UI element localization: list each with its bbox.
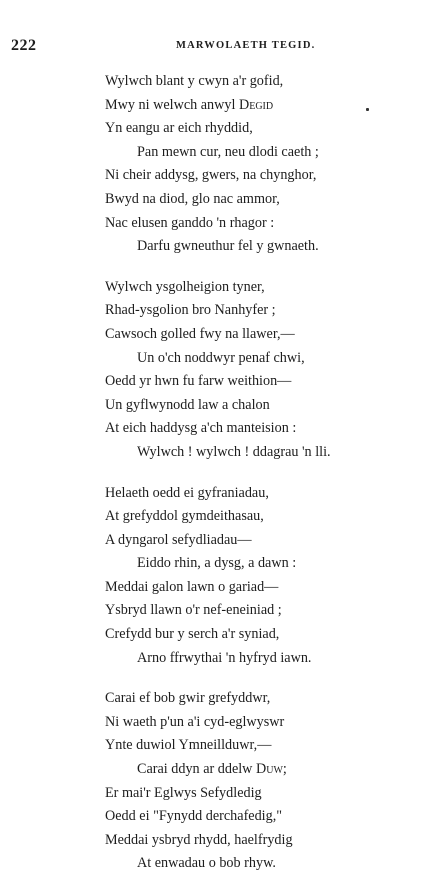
verse-text: Un o'ch noddwyr penaf chwi, (137, 349, 305, 366)
verse-text: Ysbryd llawn o'r nef-eneiniad ; (105, 602, 282, 619)
verse-line (0, 829, 426, 853)
verse-line (0, 599, 426, 623)
verse-line (0, 687, 426, 711)
verse-line (0, 94, 426, 118)
verse-text: Pan mewn cur, neu dlodi caeth ; (137, 143, 319, 160)
verse-text: Darfu gwneuthur fel y gwnaeth. (137, 238, 319, 255)
verse-line (0, 782, 426, 806)
stanza (0, 70, 426, 259)
verse-line (0, 576, 426, 600)
verse-text: Wylwch ! wylwch ! ddagrau 'n lli. (137, 443, 331, 460)
page-number: 222 (11, 37, 37, 54)
verse-line (0, 188, 426, 212)
verse-text: Ni cheir addysg, gwers, na chynghor, (105, 167, 317, 184)
verse-line (0, 70, 426, 94)
verse-text: Cawsoch golled fwy na llawer,— (105, 325, 295, 342)
verse-text: Ynte duwiol Ymneillduwr,— (105, 737, 272, 754)
verse-text: Carai ef bob gwir grefyddwr, (105, 690, 271, 707)
verse-text: Nac elusen ganddo 'n rhagor : (105, 214, 275, 231)
verse-line (0, 117, 426, 141)
verse-text: At grefyddol gymdeithasau, (105, 508, 264, 525)
verse-text: Yn eangu ar eich rhyddid, (105, 120, 253, 137)
small-caps-name: Duw (255, 761, 283, 778)
verse-line (0, 164, 426, 188)
verse-text: Er mai'r Eglwys Sefydledig (105, 784, 262, 801)
verse-text: Wylwch blant y cwyn a'r gofid, (105, 73, 284, 89)
verse-line (0, 552, 426, 576)
verse-text: Carai ddyn ar ddelw (137, 761, 256, 778)
verse-text: Mwy ni welwch anwyl (105, 96, 239, 113)
verse-text: Crefydd bur y serch a'r syniad, (105, 626, 280, 643)
verse-line (0, 417, 426, 441)
verse-line (0, 482, 426, 506)
verse-line (0, 141, 426, 165)
stanza (0, 482, 426, 671)
verse-line (0, 805, 426, 829)
verse-line (0, 441, 426, 465)
verse-line (0, 212, 426, 236)
verse-text: Eiddo rhin, a dysg, a dawn : (137, 555, 297, 572)
verse-line (0, 394, 426, 418)
verse-text: At enwadau o bob rhyw. (137, 855, 276, 872)
verse-text: Arno ffrwythai 'n hyfryd iawn. (137, 649, 312, 666)
page-header (0, 37, 426, 57)
verse-line (0, 276, 426, 300)
stanza (0, 687, 426, 876)
verse-text: Un gyflwynodd law a chalon (105, 396, 270, 413)
verse-line (0, 347, 426, 371)
verse-text: Oedd ei "Fynydd derchafedig," (105, 808, 283, 825)
verse-line (0, 758, 426, 782)
small-caps-name: Degid (238, 96, 274, 113)
verse-text: Oedd yr hwn fu farw weithion— (105, 373, 292, 390)
running-title: MARWOLAETH TEGID. (176, 40, 316, 51)
verse-text: Helaeth oedd ei gyfraniadau, (105, 484, 269, 501)
verse-text: Meddai ysbryd rhydd, haelfrydig (105, 831, 293, 848)
verse-line (0, 235, 426, 259)
verse-line (0, 852, 426, 876)
verse-line (0, 529, 426, 553)
verse-text: Ni waeth p'un a'i cyd-eglwyswr (105, 713, 285, 730)
verse-line (0, 323, 426, 347)
verse-text: At eich haddysg a'ch manteision : (105, 420, 297, 437)
verse-text: Bwyd na diod, glo nac ammor, (105, 190, 280, 207)
verse-line (0, 370, 426, 394)
line-punctuation: ; (282, 761, 287, 778)
verse-text: Meddai galon lawn o gariad— (105, 578, 279, 595)
verse-line (0, 734, 426, 758)
verse-line (0, 299, 426, 323)
stanza (0, 276, 426, 465)
verse-line (0, 647, 426, 671)
verse-text: Wylwch ysgolheigion tyner, (105, 278, 265, 295)
verse-line (0, 623, 426, 647)
verse-line (0, 711, 426, 735)
verse-text: A dyngarol sefydliadau— (105, 531, 252, 548)
verse-text: Rhad-ysgolion bro Nanhyfer ; (105, 302, 276, 319)
poem (0, 70, 426, 893)
verse-line (0, 505, 426, 529)
